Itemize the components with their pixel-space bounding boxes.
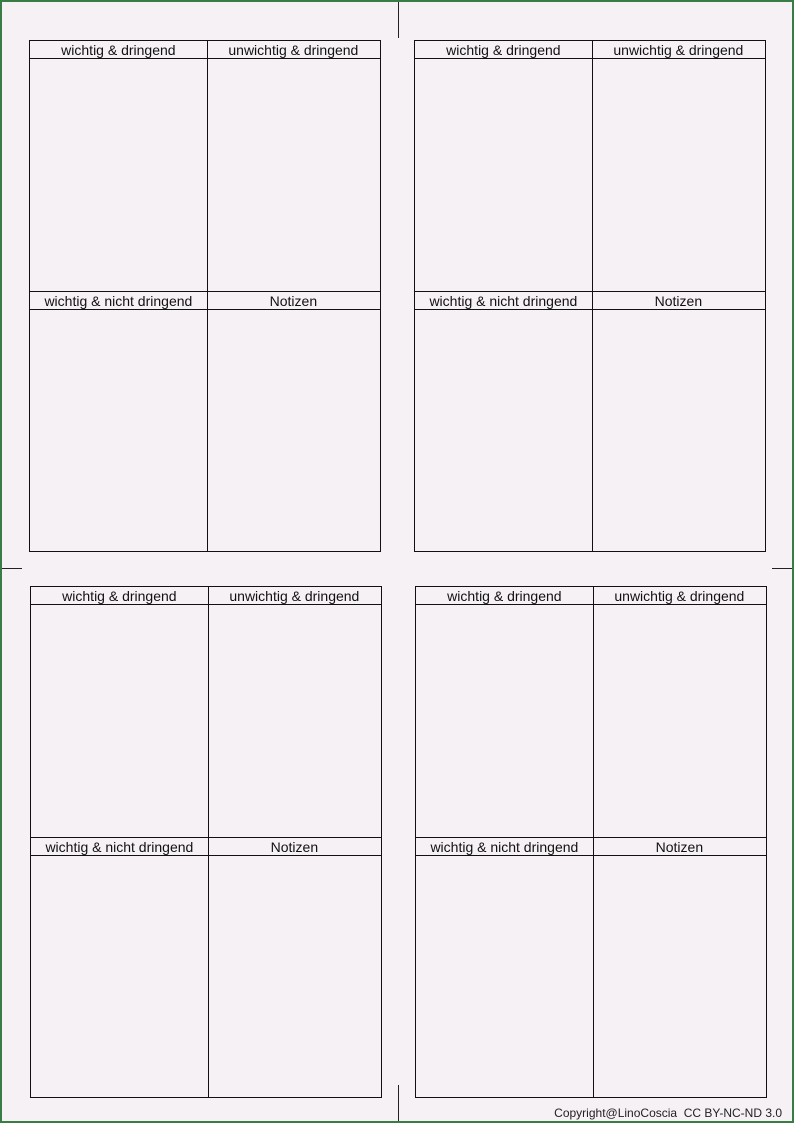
- quadrant-important-urgent: [415, 41, 592, 291]
- quadrant-notes: [208, 837, 381, 1097]
- quadrant-label: unwichtig & dringend: [593, 587, 766, 605]
- quadrant-label: Notizen: [208, 838, 381, 856]
- cut-mark-bottom: [398, 1085, 399, 1121]
- quadrant-label: Notizen: [207, 292, 380, 310]
- matrix-bottom-left: [30, 586, 382, 1098]
- quadrant-label: Notizen: [592, 292, 765, 310]
- footer: [554, 1106, 782, 1120]
- matrix-divider: [592, 41, 594, 551]
- matrix-divider: [593, 587, 595, 1097]
- cut-mark-left: [2, 568, 22, 569]
- quadrant-important-urgent: [31, 587, 208, 837]
- quadrant-important-urgent: [30, 41, 207, 291]
- matrix-top-left: [29, 40, 381, 552]
- cut-mark-top: [398, 2, 399, 38]
- quadrant-label: wichtig & nicht dringend: [31, 838, 208, 856]
- quadrant-important-not-urgent: [30, 291, 207, 551]
- quadrant-label: unwichtig & dringend: [208, 587, 381, 605]
- quadrant-important-not-urgent: [31, 837, 208, 1097]
- quadrant-label: wichtig & nicht dringend: [30, 292, 207, 310]
- quadrant-important-not-urgent: [416, 837, 593, 1097]
- quadrant-label: wichtig & dringend: [30, 41, 207, 59]
- quadrant-label: wichtig & dringend: [415, 41, 592, 59]
- footer-license: CC BY-NC-ND 3.0: [683, 1106, 782, 1120]
- footer-copyright: Copyright@LinoCoscia: [554, 1106, 678, 1120]
- quadrant-label: unwichtig & dringend: [592, 41, 765, 59]
- quadrant-unimportant-urgent: [207, 41, 380, 291]
- quadrant-notes: [592, 291, 765, 551]
- quadrant-notes: [207, 291, 380, 551]
- quadrant-unimportant-urgent: [208, 587, 381, 837]
- matrix-divider: [208, 587, 210, 1097]
- quadrant-notes: [593, 837, 766, 1097]
- quadrant-label: wichtig & nicht dringend: [415, 292, 592, 310]
- quadrant-unimportant-urgent: [592, 41, 765, 291]
- quadrant-label: wichtig & dringend: [416, 587, 593, 605]
- quadrant-label: wichtig & nicht dringend: [416, 838, 593, 856]
- quadrant-label: Notizen: [593, 838, 766, 856]
- cut-mark-right: [772, 568, 792, 569]
- quadrant-important-urgent: [416, 587, 593, 837]
- matrix-divider: [207, 41, 209, 551]
- quadrant-label: wichtig & dringend: [31, 587, 208, 605]
- matrix-bottom-right: [415, 586, 767, 1098]
- quadrant-important-not-urgent: [415, 291, 592, 551]
- quadrant-label: unwichtig & dringend: [207, 41, 380, 59]
- matrix-top-right: [414, 40, 766, 552]
- quadrant-unimportant-urgent: [593, 587, 766, 837]
